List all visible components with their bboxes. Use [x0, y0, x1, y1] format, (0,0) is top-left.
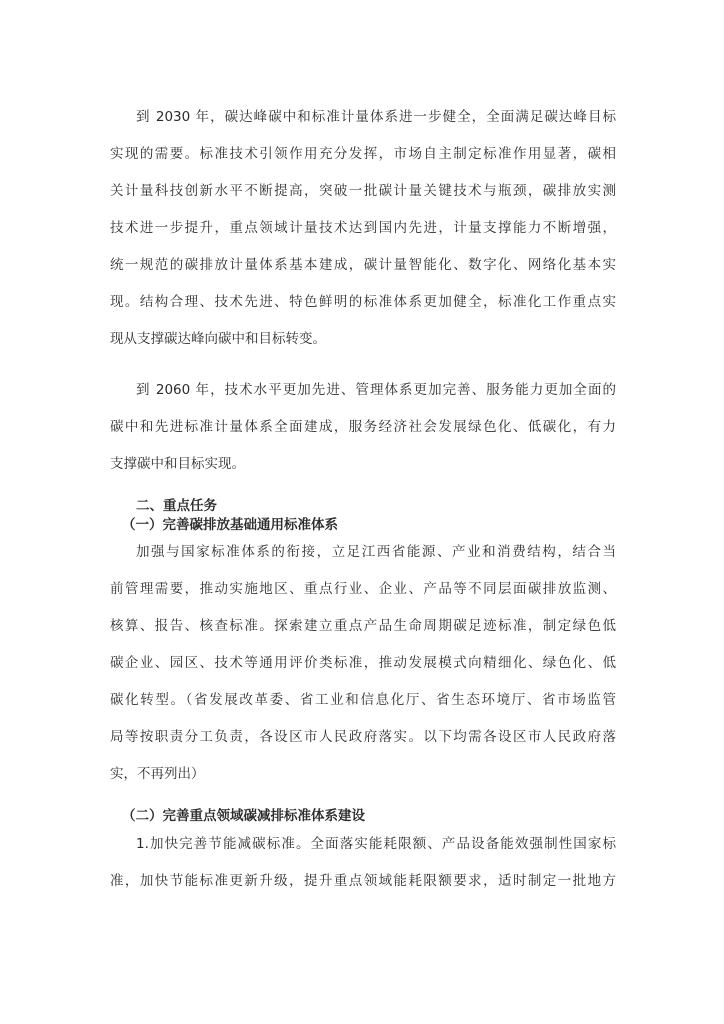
paragraph-1-line-2: 实现的需要。标准技术引领作用充分发挥，市场自主制定标准作用显著，碳相 — [110, 146, 616, 162]
paragraph-3-line-6: 局等按职责分工负责，各设区市人民政府落实。以下均需各设区市人民政府落 — [110, 729, 616, 745]
paragraph-3-line-1: 加强与国家标准体系的衔接，立足江西省能源、产业和消费结构，结合当 — [136, 544, 616, 560]
paragraph-2-line-1: 到 2060 年，技术水平更加先进、管理体系更加完善、服务能力更加全面的 — [136, 382, 616, 398]
paragraph-3-line-7: 实，不再列出） — [110, 766, 205, 782]
paragraph-2-line-2: 碳中和先进标准计量体系全面建成，服务经济社会发展绿色化、低碳化，有力 — [110, 419, 616, 435]
paragraph-2-line-3: 支撑碳中和目标实现。 — [110, 456, 245, 472]
section-heading: 二、重点任务 — [136, 498, 217, 514]
paragraph-1-line-5: 统一规范的碳排放计量体系基本建成，碳计量智能化、数字化、网络化基本实 — [110, 257, 616, 273]
paragraph-3-line-3: 核算、报告、核查标准。探索建立重点产品生命周期碳足迹标准，制定绿色低 — [110, 618, 616, 634]
paragraph-3-line-5: 碳化转型。（省发展改革委、省工业和信息化厅、省生态环境厅、省市场监管 — [110, 692, 616, 708]
paragraph-3-line-4: 碳企业、园区、技术等通用评价类标准，推动发展模式向精细化、绿色化、低 — [110, 655, 616, 671]
paragraph-1-line-1: 到 2030 年，碳达峰碳中和标准计量体系进一步健全，全面满足碳达峰目标 — [136, 109, 616, 125]
paragraph-1-line-4: 技术进一步提升，重点领域计量技术达到国内先进，计量支撑能力不断增强， — [110, 220, 616, 236]
paragraph-4-line-1: 1.加快完善节能减碳标准。全面落实能耗限额、产品设备能效强制性国家标 — [136, 836, 616, 852]
paragraph-1-line-6: 现。结构合理、技术先进、特色鲜明的标准体系更加健全，标准化工作重点实 — [110, 294, 616, 310]
subsection-heading-1: （一）完善碳排放基础通用标准体系 — [122, 517, 338, 533]
paragraph-4-line-2: 准，加快节能标准更新升级，提升重点领域能耗限额要求，适时制定一批地方 — [110, 873, 616, 889]
paragraph-1-line-7: 现从支撑碳达峰向碳中和目标转变。 — [110, 331, 326, 347]
paragraph-3-line-2: 前管理需要，推动实施地区、重点行业、企业、产品等不同层面碳排放监测、 — [110, 581, 616, 597]
subsection-heading-2: （二）完善重点领域碳减排标准体系建设 — [122, 808, 365, 824]
paragraph-1-line-3: 关计量科技创新水平不断提高，突破一批碳计量关键技术与瓶颈，碳排放实测 — [110, 183, 616, 199]
